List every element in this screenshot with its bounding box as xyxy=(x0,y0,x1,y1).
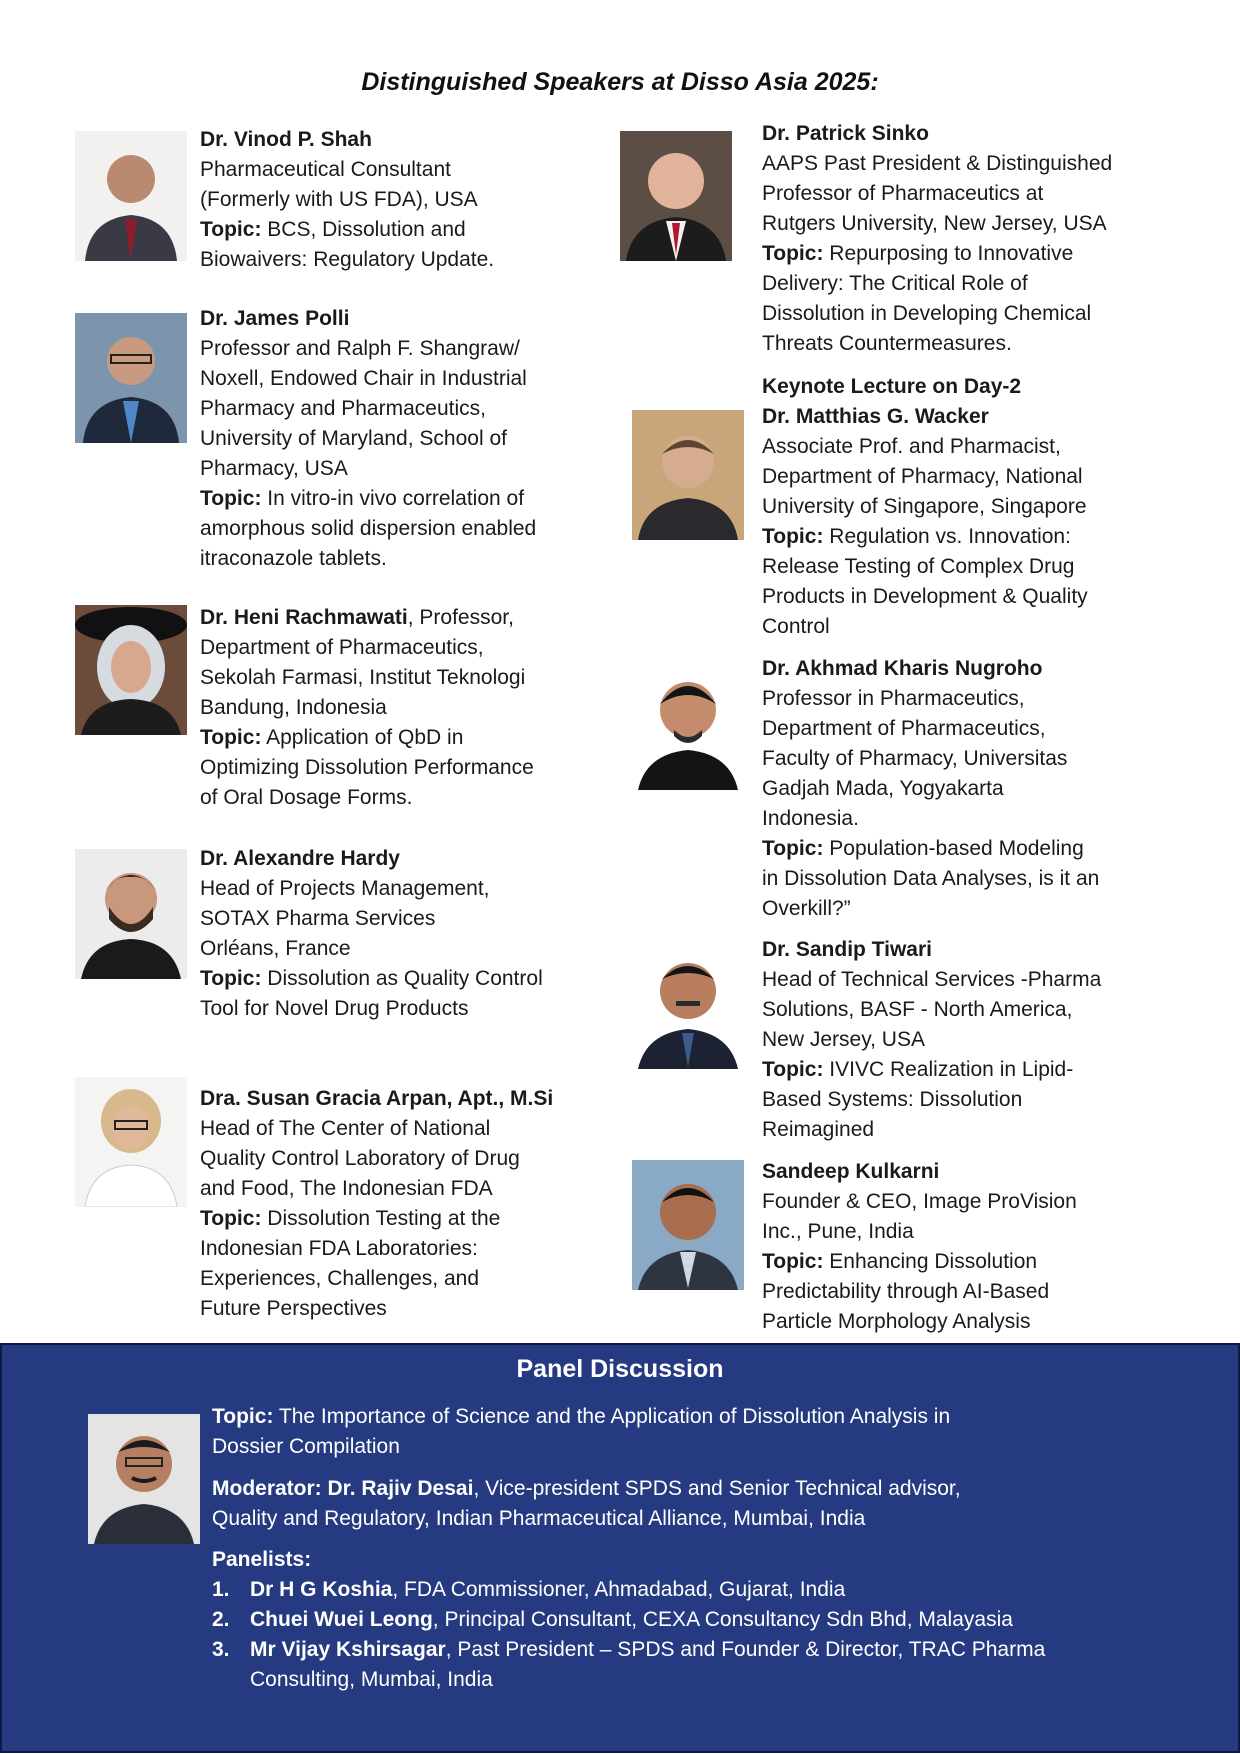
person-icon xyxy=(75,849,187,979)
speaker-affiliation: Founder & CEO, Image ProVision xyxy=(762,1190,1077,1213)
person-icon xyxy=(75,313,187,443)
speaker-affiliation: Department of Pharmacy, National xyxy=(762,465,1083,488)
speaker-topic: BCS, Dissolution and xyxy=(267,218,466,241)
speaker-name: Dr. Matthias G. Wacker xyxy=(762,405,989,428)
panelist-item-continued xyxy=(250,1665,493,1695)
speaker-affiliation: Orléans, France xyxy=(200,937,351,960)
panelist-item xyxy=(212,1635,1045,1665)
person-icon xyxy=(632,1160,744,1290)
panelist-number: 3. xyxy=(212,1638,230,1661)
speaker-card xyxy=(200,304,536,574)
panel-title: Panel Discussion xyxy=(516,1355,724,1383)
speaker-affiliation: Professor in Pharmaceutics, xyxy=(762,687,1025,710)
speaker-topic: Predictability through AI-Based xyxy=(762,1280,1050,1303)
speaker-topic: Threats Countermeasures. xyxy=(762,332,1012,355)
moderator-label: Moderator: xyxy=(212,1477,322,1500)
speaker-photo xyxy=(75,131,187,261)
panelists-label: Panelists: xyxy=(212,1548,312,1571)
speaker-topic: Release Testing of Complex Drug xyxy=(762,555,1075,578)
speaker-card xyxy=(762,372,1088,642)
panelists-heading xyxy=(212,1545,311,1575)
speaker-card xyxy=(762,654,1099,924)
speaker-affiliation: Pharmaceutical Consultant xyxy=(200,158,451,181)
moderator-affiliation: , Vice-president SPDS and Senior Technical advisor, xyxy=(473,1477,961,1500)
speaker-card xyxy=(762,119,1112,359)
speaker-photo xyxy=(632,410,744,540)
speaker-affiliation: Faculty of Pharmacy, Universitas xyxy=(762,747,1068,770)
speaker-topic: Particle Morphology Analysis xyxy=(762,1310,1031,1333)
speaker-affiliation: Associate Prof. and Pharmacist, xyxy=(762,435,1061,458)
speaker-affiliation: Solutions, BASF - North America, xyxy=(762,998,1073,1021)
moderator-name: Dr. Rajiv Desai xyxy=(327,1477,474,1500)
speaker-photo xyxy=(75,1077,187,1207)
speaker-topic: Repurposing to Innovative xyxy=(829,242,1074,265)
panel-topic-text: Dossier Compilation xyxy=(212,1435,400,1458)
speaker-topic: Tool for Novel Drug Products xyxy=(200,997,469,1020)
speaker-affiliation: and Food, The Indonesian FDA xyxy=(200,1177,493,1200)
speaker-topic: Application of QbD in xyxy=(266,726,464,749)
person-icon xyxy=(75,131,187,261)
speaker-affiliation: Quality Control Laboratory of Drug xyxy=(200,1147,520,1170)
speaker-affiliation: Sekolah Farmasi, Institut Teknologi xyxy=(200,666,526,689)
speaker-affiliation: Head of Technical Services -Pharma xyxy=(762,968,1102,991)
speaker-affiliation: Head of The Center of National xyxy=(200,1117,491,1140)
speaker-name: Dr. Sandip Tiwari xyxy=(762,938,932,961)
speaker-name: Dr. Akhmad Kharis Nugroho xyxy=(762,657,1043,680)
speaker-affiliation: Pharmacy, USA xyxy=(200,457,348,480)
speaker-card xyxy=(200,1084,553,1324)
topic-label: Topic: xyxy=(762,1058,824,1081)
speaker-photo xyxy=(632,1160,744,1290)
panelist-item xyxy=(212,1605,1013,1635)
person-icon xyxy=(75,1077,187,1207)
panelist-role: , FDA Commissioner, Ahmadabad, Gujarat, India xyxy=(392,1578,846,1601)
speaker-name: Sandeep Kulkarni xyxy=(762,1160,940,1183)
speaker-topic: of Oral Dosage Forms. xyxy=(200,786,413,809)
topic-label: Topic: xyxy=(200,487,262,510)
panelist-role: Consulting, Mumbai, India xyxy=(250,1668,493,1691)
person-icon xyxy=(632,660,744,790)
speaker-name: Dr. Vinod P. Shah xyxy=(200,128,372,151)
page-title: Distinguished Speakers at Disso Asia 2025: xyxy=(361,68,879,96)
moderator-photo xyxy=(88,1414,200,1544)
speaker-topic: Indonesian FDA Laboratories: xyxy=(200,1237,478,1260)
person-icon xyxy=(620,131,732,261)
speaker-card xyxy=(200,603,534,813)
speaker-affiliation: AAPS Past President & Distinguished xyxy=(762,152,1113,175)
person-icon xyxy=(75,605,187,735)
speaker-affiliation: Head of Projects Management, xyxy=(200,877,490,900)
speaker-photo xyxy=(75,605,187,735)
speaker-affiliation: Bandung, Indonesia xyxy=(200,696,387,719)
topic-label: Topic: xyxy=(762,525,824,548)
speaker-topic: Biowaivers: Regulatory Update. xyxy=(200,248,495,271)
speaker-card xyxy=(200,125,494,275)
speaker-topic: in Dissolution Data Analyses, is it an xyxy=(762,867,1100,890)
topic-label: Topic: xyxy=(762,1250,824,1273)
panelist-role: , Past President – SPDS and Founder & Director, TRAC Pharma xyxy=(445,1638,1046,1661)
speaker-affiliation: Indonesia. xyxy=(762,807,859,830)
panelist-name: Dr H G Koshia xyxy=(250,1578,393,1601)
panelist-role: , Principal Consultant, CEXA Consultancy Sdn Bhd, Malayasia xyxy=(432,1608,1013,1631)
speaker-affiliation: SOTAX Pharma Services xyxy=(200,907,436,930)
speaker-affiliation: Rutgers University, New Jersey, USA xyxy=(762,212,1107,235)
topic-label: Topic: xyxy=(762,837,824,860)
speaker-photo xyxy=(632,939,744,1069)
speaker-topic: Population-based Modeling xyxy=(829,837,1084,860)
speaker-card xyxy=(200,844,543,1024)
moderator-affiliation: Quality and Regulatory, Indian Pharmaceutical Alliance, Mumbai, India xyxy=(212,1507,866,1530)
panelist-name: Chuei Wuei Leong xyxy=(250,1608,433,1631)
speaker-affiliation: Gadjah Mada, Yogyakarta xyxy=(762,777,1004,800)
speaker-topic: Optimizing Dissolution Performance xyxy=(200,756,534,779)
person-icon xyxy=(632,410,744,540)
speaker-affiliation: Noxell, Endowed Chair in Industrial xyxy=(200,367,527,390)
panel-topic xyxy=(212,1402,950,1462)
speaker-name: Dr. Patrick Sinko xyxy=(762,122,929,145)
speaker-topic: Products in Development & Quality xyxy=(762,585,1088,608)
speaker-topic: Enhancing Dissolution xyxy=(829,1250,1038,1273)
speaker-affiliation: New Jersey, USA xyxy=(762,1028,925,1051)
speaker-name: Dra. Susan Gracia Arpan, Apt., M.Si xyxy=(200,1087,554,1110)
speaker-affiliation: Professor of Pharmaceutics at xyxy=(762,182,1044,205)
speaker-affiliation: (Formerly with US FDA), USA xyxy=(200,188,478,211)
panelist-name: Mr Vijay Kshirsagar xyxy=(250,1638,446,1661)
speaker-topic: Dissolution as Quality Control xyxy=(267,967,543,990)
speaker-photo xyxy=(620,131,732,261)
speaker-topic: Regulation vs. Innovation: xyxy=(829,525,1071,548)
speaker-affiliation: University of Maryland, School of xyxy=(200,427,507,450)
speaker-affiliation: University of Singapore, Singapore xyxy=(762,495,1087,518)
panelist-number: 2. xyxy=(212,1608,230,1631)
speaker-photo xyxy=(75,849,187,979)
speaker-topic: Experiences, Challenges, and xyxy=(200,1267,480,1290)
speaker-topic: amorphous solid dispersion enabled xyxy=(200,517,537,540)
speaker-topic: itraconazole tablets. xyxy=(200,547,387,570)
speaker-affiliation: Department of Pharmaceutics, xyxy=(200,636,484,659)
speaker-topic: Reimagined xyxy=(762,1118,875,1141)
person-icon xyxy=(88,1414,200,1544)
panelist-number: 1. xyxy=(212,1578,230,1601)
speaker-affiliation: Pharmacy and Pharmaceutics, xyxy=(200,397,486,420)
panel-topic-label: Topic: xyxy=(212,1405,274,1428)
speaker-card xyxy=(762,1157,1077,1337)
person-icon xyxy=(632,939,744,1069)
topic-label: Topic: xyxy=(200,726,262,749)
speaker-topic: Based Systems: Dissolution xyxy=(762,1088,1023,1111)
speaker-photo xyxy=(632,660,744,790)
speaker-affiliation: Inc., Pune, India xyxy=(762,1220,914,1243)
speaker-name: Dr. James Polli xyxy=(200,307,350,330)
speaker-title: , Professor, xyxy=(407,606,514,629)
keynote-label: Keynote Lecture on Day-2 xyxy=(762,375,1022,398)
speaker-affiliation: Department of Pharmaceutics, xyxy=(762,717,1046,740)
speaker-topic: Dissolution in Developing Chemical xyxy=(762,302,1092,325)
topic-label: Topic: xyxy=(200,1207,262,1230)
topic-label: Topic: xyxy=(200,967,262,990)
speaker-topic: IVIVC Realization in Lipid- xyxy=(829,1058,1074,1081)
speaker-affiliation: Professor and Ralph F. Shangraw/ xyxy=(200,337,520,360)
speaker-topic: Control xyxy=(762,615,830,638)
speaker-topic: Future Perspectives xyxy=(200,1297,387,1320)
speaker-topic: Delivery: The Critical Role of xyxy=(762,272,1028,295)
panel-topic-text: The Importance of Science and the Application of Dissolution Analysis in xyxy=(278,1405,951,1428)
speaker-topic: In vitro-in vivo correlation of xyxy=(267,487,525,510)
topic-label: Topic: xyxy=(762,242,824,265)
speaker-card xyxy=(762,935,1101,1145)
speaker-topic: Overkill?” xyxy=(762,897,851,920)
speaker-photo xyxy=(75,313,187,443)
speaker-name: Dr. Alexandre Hardy xyxy=(200,847,400,870)
panelist-item xyxy=(212,1575,845,1605)
speaker-topic: Dissolution Testing at the xyxy=(267,1207,501,1230)
speaker-name: Dr. Heni Rachmawati xyxy=(200,606,408,629)
panel-moderator xyxy=(212,1474,961,1534)
topic-label: Topic: xyxy=(200,218,262,241)
